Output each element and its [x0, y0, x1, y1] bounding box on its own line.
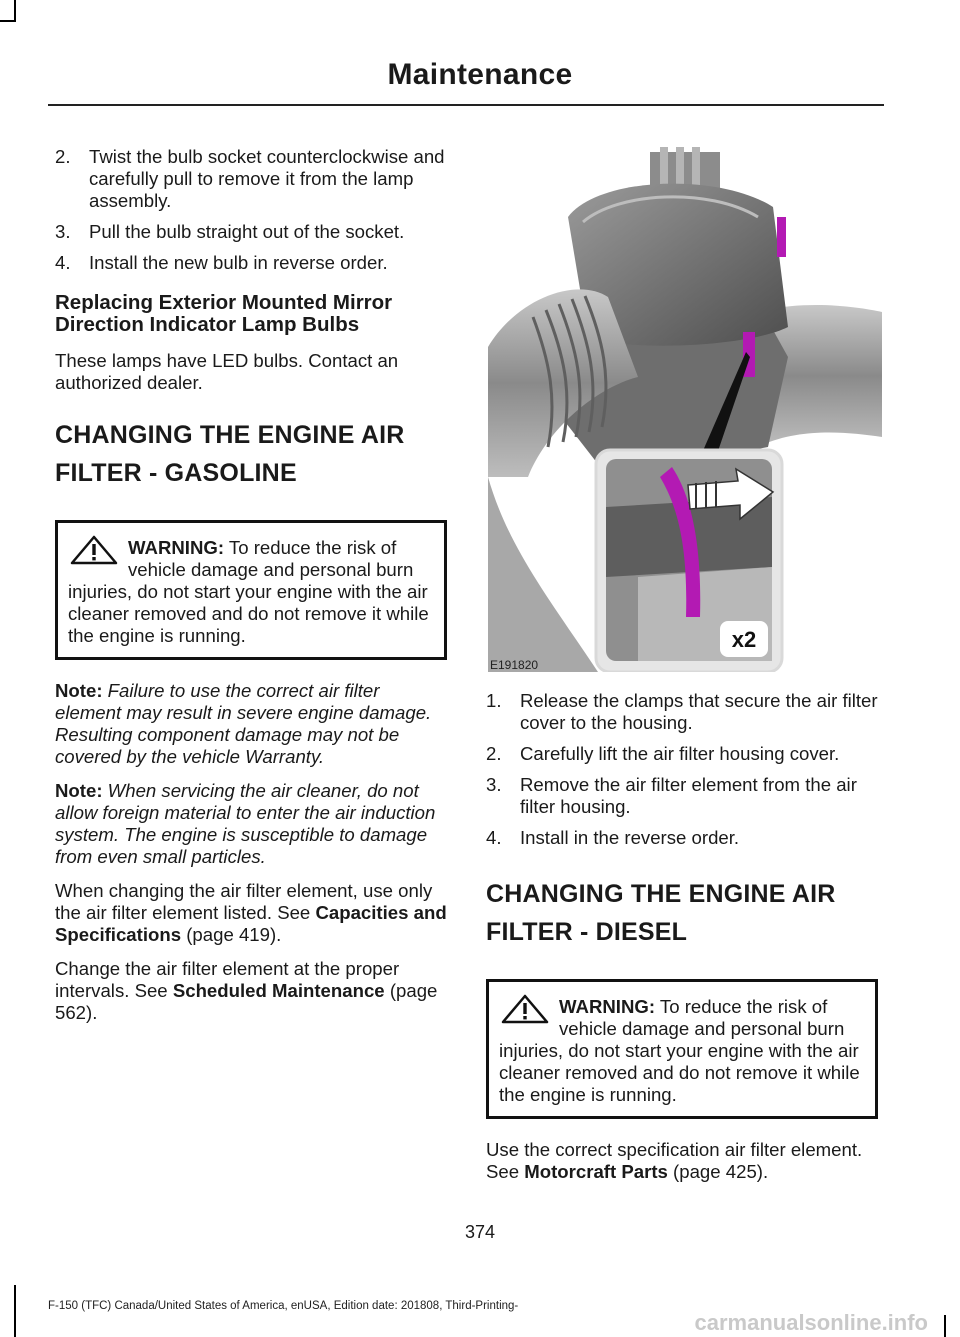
page-title: Maintenance — [387, 58, 573, 91]
crop-mark — [0, 20, 14, 22]
bulb-steps-list — [55, 146, 447, 274]
subheading: Replacing Exterior Mounted Mirror Direction Indicator Lamp Bulbs — [55, 291, 393, 336]
callout-label: x2 — [731, 627, 757, 652]
paragraph: When changing the air filter element, use only the air filter element listed. See Capacities and Specifications (page 419). — [55, 880, 447, 945]
list-item: 2. Twist the bulb socket counterclockwise and carefully pull to remove it from the lamp assembly. — [55, 146, 445, 211]
warning-box — [486, 979, 878, 1119]
note: Note: When servicing the air cleaner, do not allow foreign material to enter the air induction system. The engine is susceptible to damage from even small particles. — [55, 780, 436, 867]
list-item: 4. Install in the reverse order. — [486, 827, 740, 848]
page-number: 374 — [464, 1222, 496, 1242]
warning-box — [55, 520, 447, 660]
list-item: 1. Release the clamps that secure the air filter cover to the housing. — [486, 690, 878, 733]
warning-text: To reduce the risk of vehicle damage and personal burn injuries, do not start your engine with the air cleaner removed and do not remove it while the engine is running. — [68, 537, 429, 646]
warning-icon — [68, 535, 120, 565]
crop-mark — [944, 1315, 946, 1337]
air-filter-steps-list — [486, 690, 878, 849]
scheduled-maintenance-link[interactable]: Scheduled Maintenance — [172, 980, 385, 1001]
warning-icon — [499, 994, 551, 1024]
warning-label: WARNING: — [128, 537, 225, 558]
crop-mark — [14, 0, 16, 22]
list-item: 4. Install the new bulb in reverse order. — [55, 252, 388, 273]
header-divider — [48, 104, 884, 106]
paragraph: Change the air filter element at the proper intervals. See Scheduled Maintenance (page 562). — [55, 958, 438, 1023]
watermark: carmanualsonline.info — [694, 1310, 928, 1335]
crop-mark — [14, 1285, 16, 1337]
air-filter-illustration — [488, 147, 882, 672]
warning-label: WARNING: — [559, 996, 656, 1017]
left-column — [55, 146, 447, 1036]
right-column — [486, 690, 878, 1195]
warning-text: To reduce the risk of vehicle damage and personal burn injuries, do not start your engine with the air cleaner removed and do not remove it while the engine is running. — [499, 996, 860, 1105]
list-item: 3. Remove the air filter element from the air filter housing. — [486, 774, 857, 817]
list-item: 3. Pull the bulb straight out of the socket. — [55, 221, 405, 242]
note: Note: Failure to use the correct air filter element may result in severe engine damage. Resulting component damage may not be covered by the vehicle Warranty. — [55, 680, 432, 767]
motorcraft-parts-link[interactable]: Motorcraft Parts — [524, 1161, 668, 1182]
paragraph: Use the correct specification air filter element. See Motorcraft Parts (page 425). — [486, 1139, 863, 1182]
capacities-link[interactable]: Capacities and Specifications — [55, 902, 447, 945]
list-item: 2. Carefully lift the air filter housing cover. — [486, 743, 840, 764]
footer-text: F-150 (TFC) Canada/United States of America, enUSA, Edition date: 201808, Third-Printing- — [48, 1300, 519, 1312]
figure-id: E191820 — [490, 658, 539, 672]
section-heading-gasoline: CHANGING THE ENGINE AIR FILTER - GASOLINE — [55, 421, 405, 487]
section-heading-diesel: CHANGING THE ENGINE AIR FILTER - DIESEL — [486, 880, 836, 946]
led-paragraph: These lamps have LED bulbs. Contact an authorized dealer. — [55, 350, 399, 393]
